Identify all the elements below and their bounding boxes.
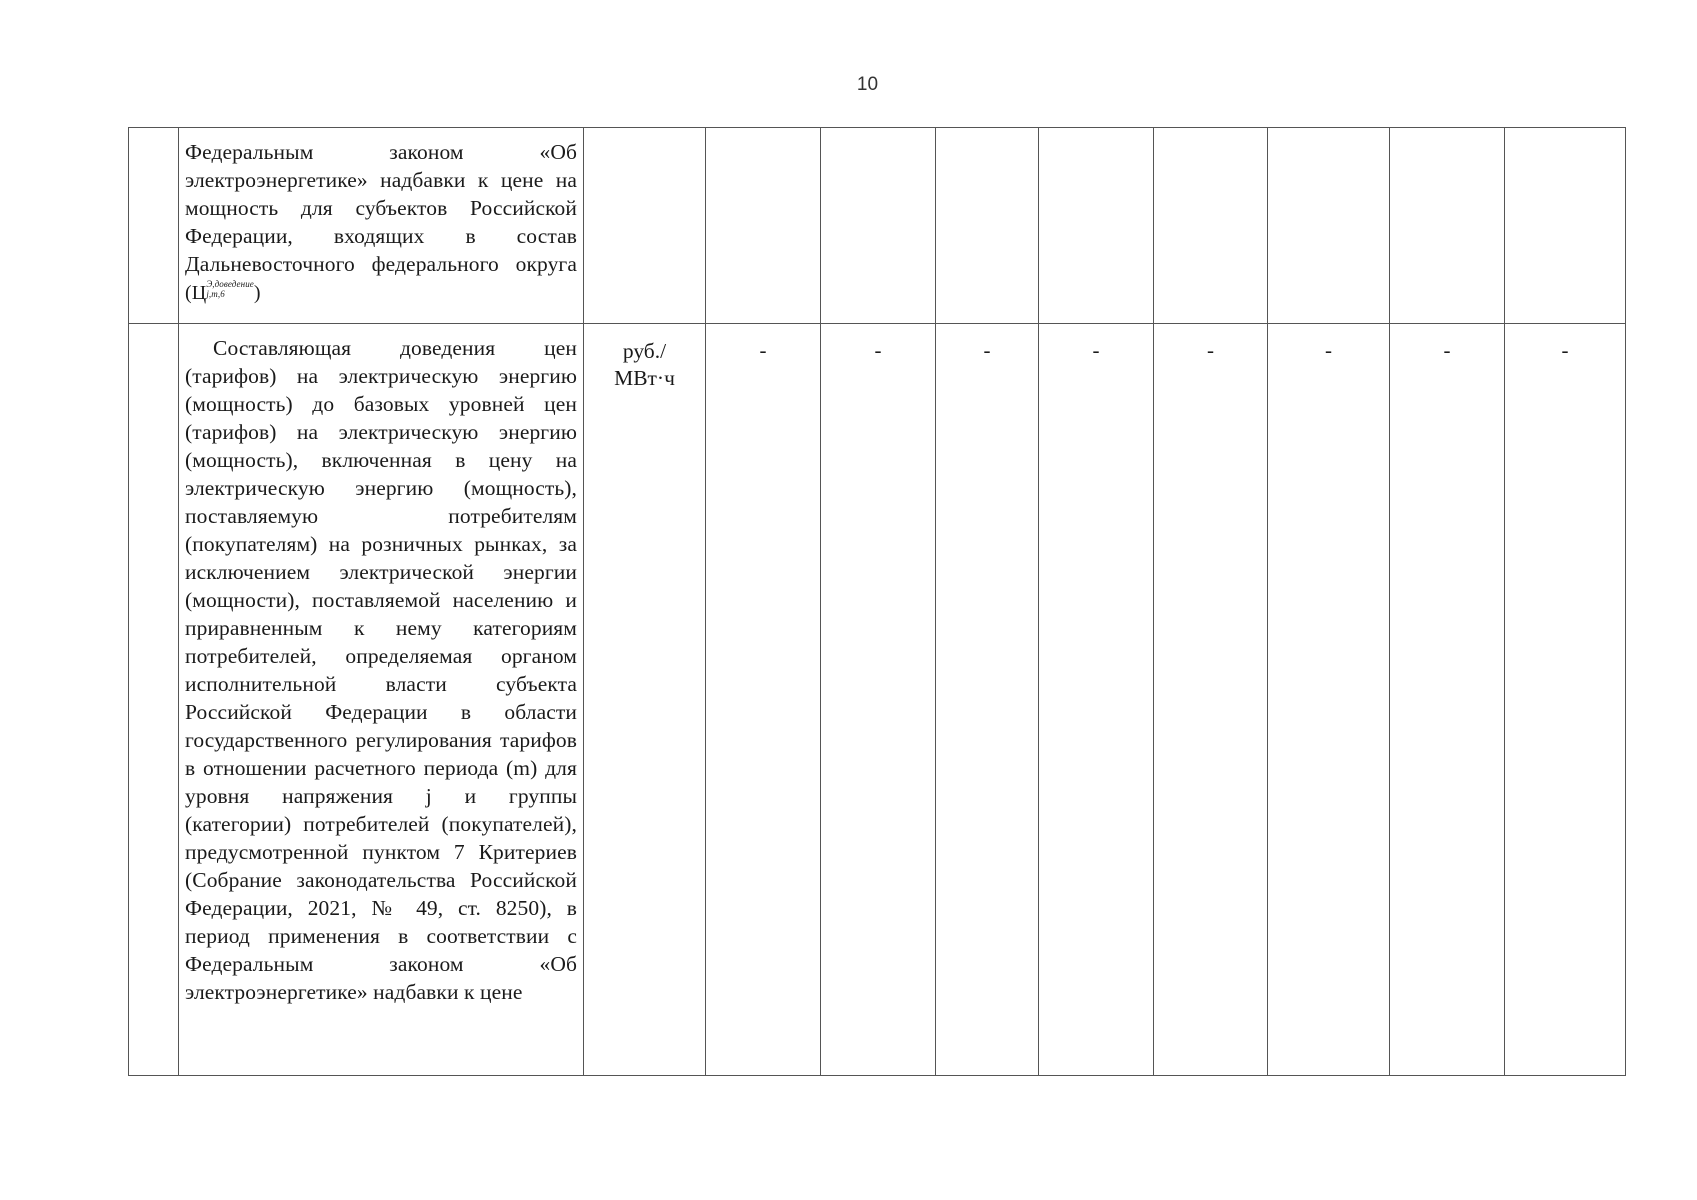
value-cell: - (1390, 324, 1505, 1076)
row-number-cell (129, 128, 179, 324)
formula-subscript: j,m,6 (206, 289, 225, 299)
unit-cell (584, 128, 706, 324)
value-cell (1154, 128, 1268, 324)
value-cell (1390, 128, 1505, 324)
description-cell (179, 128, 584, 324)
formula-indices (206, 279, 254, 299)
value-cell (706, 128, 821, 324)
formula-close: ) (253, 282, 261, 304)
value-cell (1268, 128, 1390, 324)
formula-superscript: Э,доведение (206, 279, 254, 289)
table-row (129, 128, 1626, 324)
formula-label (185, 279, 261, 304)
unit-line: руб./ (622, 339, 667, 363)
page-number: 10 (856, 74, 879, 95)
description-text: Федеральным законом «Об электроэнергетике» надбавки к цене на мощность для субъектов Российской Федерации, входящих в состав Дальневосточного федерального округа (185, 140, 577, 276)
unit-cell (584, 324, 706, 1076)
unit-line: МВт·ч (614, 366, 675, 390)
tariff-table (128, 127, 1626, 1076)
value-cell: - (1039, 324, 1154, 1076)
value-cell (821, 128, 936, 324)
formula-open: (Ц (185, 282, 207, 304)
value-cell (1505, 128, 1626, 324)
value-cell: - (706, 324, 821, 1076)
table-row (129, 324, 1626, 1076)
description-cell (179, 324, 584, 1076)
value-cell: - (1268, 324, 1390, 1076)
value-cell (1039, 128, 1154, 324)
value-cell: - (1505, 324, 1626, 1076)
value-cell: - (1154, 324, 1268, 1076)
value-cell (936, 128, 1039, 324)
value-cell: - (936, 324, 1039, 1076)
row-number-cell (129, 324, 179, 1076)
description-text: Составляющая доведения цен (тарифов) на электрическую энергию (мощность) до базовых уровней цен (тарифов) на электрическую энергию (мощность), включенная в цену на электрическую энергию (мощность), поставляемую потребителям (покупателям) на розничных рынках, за исключением электрической энергии (мощности), поставляемой населению и приравненным к нему категориям потребителей, определяемая органом исполнительной власти субъекта Российской Федерации в области государственного регулирования тарифов в отношении расчетного периода (m) для уровня напряжения j и группы (категории) потребителей (покупателей), предусмотренной пунктом 7 Критериев (Собрание законодательства Российской Федерации, 2021, № 49, ст. 8250), в период применения в соответствии с Федеральным законом «Об электроэнергетике» надбавки к цене (185, 336, 577, 1004)
value-cell: - (821, 324, 936, 1076)
